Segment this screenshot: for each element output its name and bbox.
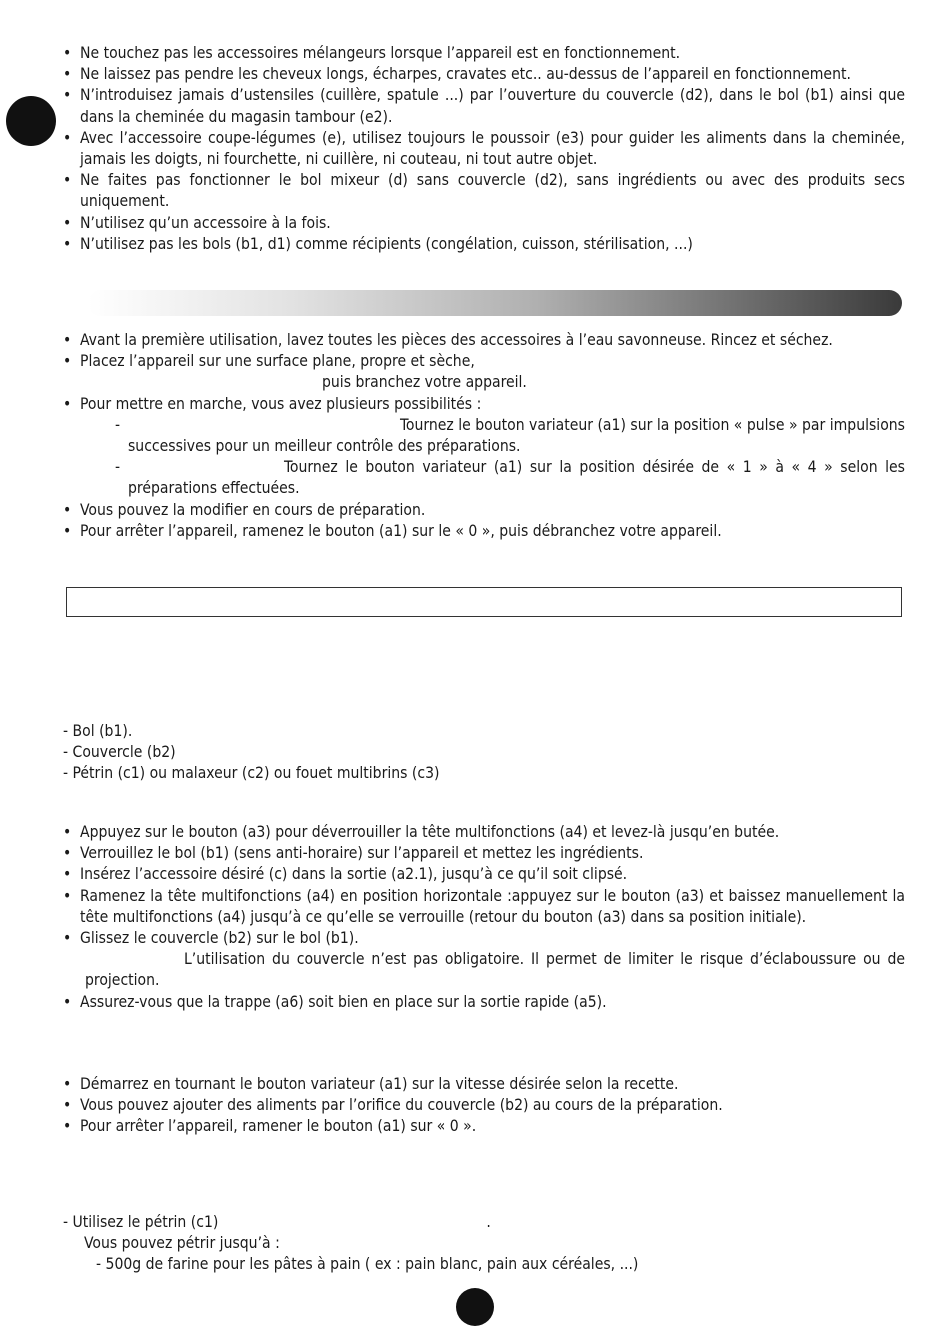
list-item: • N’utilisez qu’un accessoire à la fois. — [63, 213, 905, 234]
list-item: • Vous pouvez ajouter des aliments par l’orifice du couvercle (b2) au cours de la préparation. — [63, 1095, 905, 1116]
list-item: • Ne laissez pas pendre les cheveux longs, écharpes, cravates etc.. au-dessus de l’appareil en fonctionnement. — [63, 64, 905, 85]
kneading-section — [63, 1212, 905, 1276]
list-item: • Ramenez la tête multifonctions (a4) en position horizontale :appuyez sur le bouton (a3) et baissez manuellement la tête multifonctions (a4) jusqu’à ce qu’elle se verrouille (retour du bouton (a3) dans sa position initiale). — [63, 886, 905, 928]
safety-list — [63, 43, 905, 255]
list-item: • Appuyez sur le bouton (a3) pour déverrouiller la tête multifonctions (a4) et levez-là jusqu’en butée. — [63, 822, 905, 843]
assembly-section — [63, 822, 905, 1013]
list-item: - Couvercle (b2) — [63, 743, 176, 762]
list-item: • Pour mettre en marche, vous avez plusieurs possibilités : — [63, 394, 905, 415]
list-item-continuation: puis branchez votre appareil. — [322, 373, 527, 392]
list-item: • Placez l’appareil sur une surface plane, propre et sèche, — [63, 351, 905, 372]
list-item: • N’introduisez jamais d’ustensiles (cuillère, spatule ...) par l’ouverture du couvercle (d2), dans le bol (b1) ainsi que dans la cheminée du magasin tambour (e2). — [63, 85, 905, 127]
list-item: • Assurez-vous que la trappe (a6) soit bien en place sur la sortie rapide (a5). — [63, 992, 905, 1013]
list-item: • Ne touchez pas les accessoires mélangeurs lorsque l’appareil est en fonctionnement. — [63, 43, 905, 64]
usage-section — [63, 330, 905, 542]
sub-option-text: Tournez le bouton variateur (a1) sur la position désirée de « 1 » à « 4 » selon les préparations effectuées. — [128, 458, 905, 498]
empty-frame-box — [66, 587, 902, 617]
list-item: - Bol (b1). — [63, 722, 133, 740]
list-item: • Ne faites pas fonctionner le bol mixeur (d) sans couvercle (d2), sans ingrédients ou avec des produits secs uniquement. — [63, 170, 905, 212]
sub-option-pulse — [63, 415, 905, 457]
list-item: • N’utilisez pas les bols (b1, d1) comme récipients (congélation, cuisson, stérilisation, ...) — [63, 234, 905, 255]
list-item: • Avec l’accessoire coupe-légumes (e), utilisez toujours le poussoir (e3) pour guider les aliments dans la cheminée, jamais les doigts, ni fourchette, ni cuillère, ni couteau, ni tout autre objet. — [63, 128, 905, 170]
page-number-circle — [456, 1288, 494, 1326]
list-item: • Verrouillez le bol (b1) (sens anti-horaire) sur l’appareil et mettez les ingrédients. — [63, 843, 905, 864]
list-item: • Démarrez en tournant le bouton variateur (a1) sur la vitesse désirée selon la recette. — [63, 1074, 905, 1095]
section-header-bar — [88, 290, 902, 316]
list-item: - Pétrin (c1) ou malaxeur (c2) ou fouet multibrins (c3) — [63, 764, 440, 783]
list-item: • Pour arrêter l’appareil, ramenez le bouton (a1) sur le « 0 », puis débranchez votre appareil. — [63, 521, 905, 542]
note-text: L’utilisation du couvercle n’est pas obligatoire. Il permet de limiter le risque d’éclaboussure ou de projection. — [85, 950, 905, 990]
list-item: • Avant la première utilisation, lavez toutes les pièces des accessoires à l’eau savonneuse. Rincez et séchez. — [63, 330, 905, 351]
operation-section — [63, 1074, 905, 1138]
language-tab-circle — [6, 96, 56, 146]
kneading-line: - 500g de farine pour les pâtes à pain ( ex : pain blanc, pain aux céréales, ...) — [96, 1255, 639, 1274]
list-item: • Glissez le couvercle (b2) sur le bol (b1). — [63, 928, 905, 949]
kneading-line: - Utilisez le pétrin (c1) . — [63, 1213, 491, 1231]
dash-marker: - — [115, 458, 121, 477]
dash-marker: - — [115, 415, 121, 434]
list-item: • Vous pouvez la modifier en cours de préparation. — [63, 500, 905, 521]
list-item: • Pour arrêter l’appareil, ramener le bouton (a1) sur « 0 ». — [63, 1116, 905, 1137]
list-item: • Insérez l’accessoire désiré (c) dans la sortie (a2.1), jusqu’à ce qu’il soit clipsé. — [63, 864, 905, 885]
sub-option-text: Tournez le bouton variateur (a1) sur la position « pulse » par impulsions successives pour un meilleur contrôle des préparations. — [128, 415, 905, 456]
kneading-line: Vous pouvez pétrir jusqu’à : — [84, 1234, 280, 1253]
sub-option-speed — [63, 457, 905, 499]
parts-list — [63, 721, 905, 785]
